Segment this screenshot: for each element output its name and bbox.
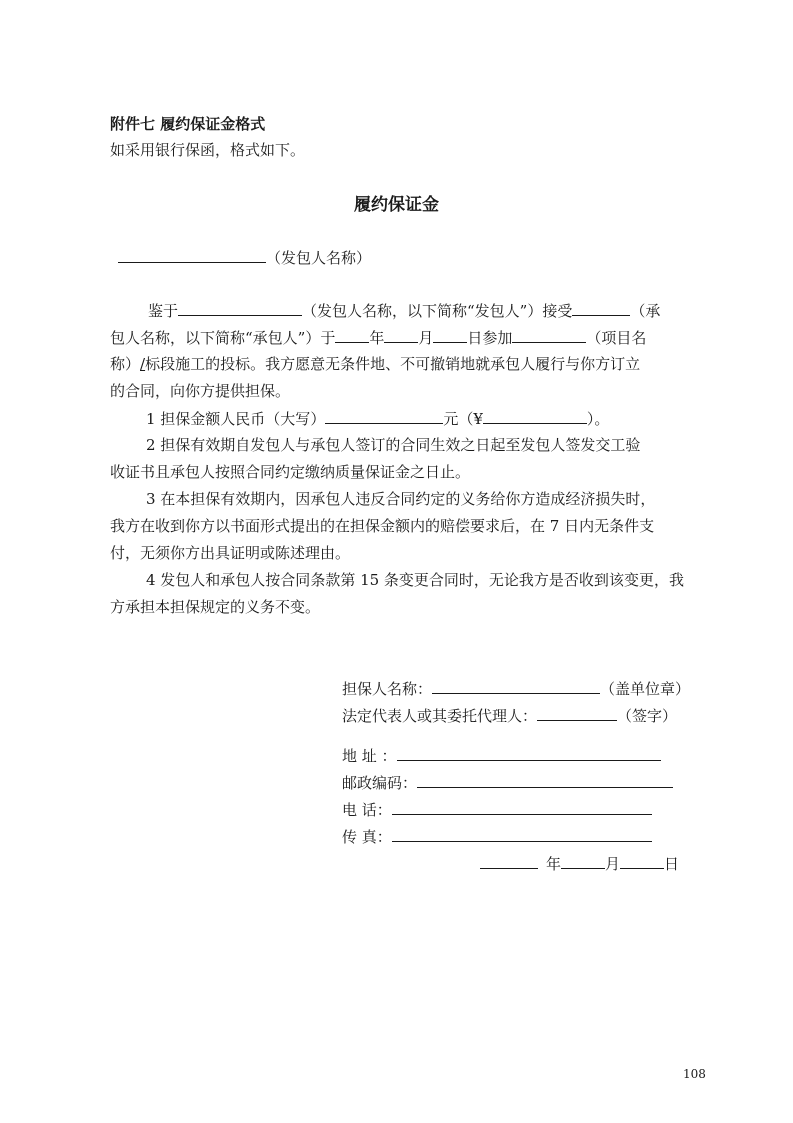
clause-2-cont: 收证书且承包人按照合同约定缴纳质量保证金之日止。 (110, 463, 471, 481)
blank (432, 678, 600, 694)
body-line: 的合同，向你方提供担保。 (110, 382, 291, 400)
body-line: 包人名称，以下简称“承包人”）于 年 月 日参加 （项目名 (110, 329, 647, 347)
clause-1: 1 担保金额人民币（大写） 元（¥ ）。 (146, 410, 610, 428)
blank (512, 327, 586, 343)
blank (392, 826, 652, 842)
blank (417, 772, 673, 788)
blank (325, 408, 443, 424)
representative-line: 法定代表人或其委托代理人： （签字） (342, 707, 678, 725)
date-line: 年 月 日 (480, 853, 679, 874)
blank (620, 853, 664, 869)
appendix-heading: 附件七 履约保证金格式 (110, 115, 266, 133)
clause-3: 3 在本担保有效期内，因承包人违反合同约定的义务给你方造成经济损失时， (146, 490, 656, 508)
blank (384, 327, 418, 343)
clause-2: 2 担保有效期自发包人与承包人签订的合同生效之日起至发包人签发交工验 (146, 436, 641, 454)
addressee-line (118, 247, 371, 268)
addressee-suffix: （发包人名称） (266, 249, 372, 267)
body-line: 称）/标段施工的投标。我方愿意无条件地、不可撤销地就承包人履行与你方订立 (110, 355, 641, 373)
addressee-blank (118, 247, 266, 263)
postcode-line: 邮政编码： (342, 772, 673, 793)
clause-3-cont: 付，无须你方出具证明或陈述理由。 (110, 544, 351, 562)
blank (335, 327, 369, 343)
intro-text: 如采用银行保函，格式如下。 (110, 141, 306, 159)
blank (397, 745, 661, 761)
fax-line: 传 真： (342, 826, 652, 847)
phone-line: 电 话： (342, 799, 652, 820)
blank (483, 408, 587, 424)
clause-4-cont: 方承担本担保规定的义务不变。 (110, 598, 321, 616)
clause-4: 4 发包人和承包人按合同条款第 15 条变更合同时，无论我方是否收到该变更，我 (146, 571, 684, 589)
guarantor-line: 担保人名称： （盖单位章） (342, 680, 691, 698)
document-title: 履约保证金 (354, 195, 439, 215)
blank (572, 300, 630, 316)
blank (178, 300, 302, 316)
blank (537, 705, 617, 721)
clause-3-cont: 我方在收到你方以书面形式提出的在担保金额内的赔偿要求后，在 7 日内无条件支 (110, 517, 655, 535)
page-number: 108 (683, 1067, 706, 1081)
blank (433, 327, 467, 343)
address-line: 地 址 ： (342, 745, 661, 766)
body-line: 鉴于 （发包人名称，以下简称“发包人”）接受 （承 (148, 302, 661, 320)
blank (561, 853, 605, 869)
blank (480, 853, 538, 869)
blank (392, 799, 652, 815)
